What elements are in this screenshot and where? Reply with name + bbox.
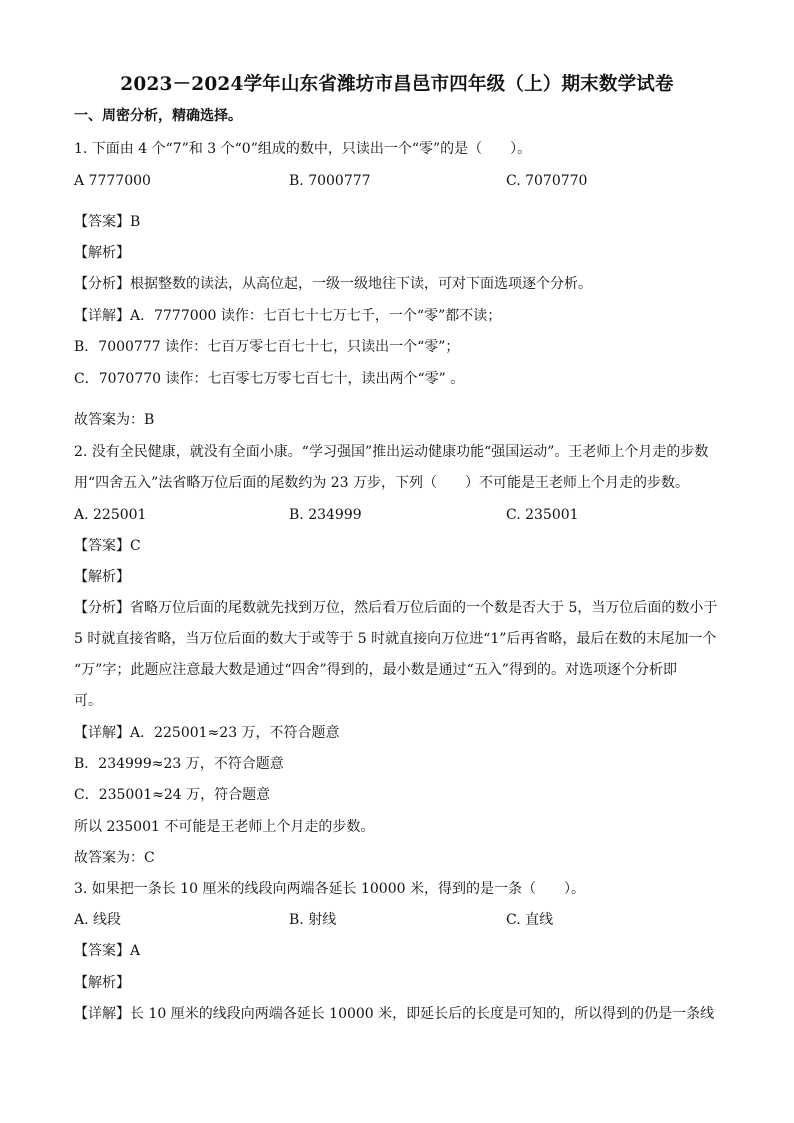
question-3-answer: 【答案】A xyxy=(74,943,141,959)
question-2-option-c: C. 235001 xyxy=(506,507,579,523)
question-1-option-c: C. 7070770 xyxy=(506,173,588,189)
question-1-analysis-label: 【解析】 xyxy=(74,245,130,261)
question-2-stem-line-1: 2. 没有全民健康，就没有全面小康。“学习强国”推出运动健康功能“强国运动”。王老师上个月走的步数 xyxy=(74,444,709,460)
question-2-detail-c: C．235001≈24 万，符合题意 xyxy=(74,787,271,803)
question-3-stem: 3. 如果把一条长 10 厘米的线段向两端各延长 10000 米，得到的是一条（ ）。 xyxy=(74,881,585,897)
question-2-option-a: A. 225001 xyxy=(74,507,147,523)
section-heading: 一、周密分析，精确选择。 xyxy=(74,108,242,124)
question-1-option-b: B. 7000777 xyxy=(289,173,371,189)
question-2-analysis-label: 【解析】 xyxy=(74,569,130,585)
question-3-detail: 【详解】长 10 厘米的线段向两端各延长 10000 米，即延长后的长度是可知的，所以得到的仍是一条线 xyxy=(74,1006,715,1022)
question-2-detail-b: B．234999≈23 万，不符合题意 xyxy=(74,756,284,772)
question-3-option-a: A. 线段 xyxy=(74,912,122,928)
question-1-option-a: A 7777000 xyxy=(74,173,151,189)
question-1-answer: 【答案】B xyxy=(74,214,141,230)
question-1-detail-a: 【详解】A．7777000 读作：七百七十七万七千，一个“零”都不读； xyxy=(74,308,502,324)
question-2-answer: 【答案】C xyxy=(74,538,141,554)
question-2-analysis-line-3: “万”字；此题应注意最大数是通过“四舍”得到的，最小数是通过“五入”得到的。对选项逐个分析即 xyxy=(74,662,677,678)
question-1-stem: 1. 下面由 4 个“7”和 3 个“0”组成的数中，只读出一个“零”的是（ ）。 xyxy=(74,141,532,157)
question-2-analysis-line-4: 可。 xyxy=(74,693,102,709)
question-1-detail-c: C．7070770 读作：七百零七万零七百七十，读出两个“零” 。 xyxy=(74,371,465,387)
question-1-analysis: 【分析】根据整数的读法，从高位起，一级一级地往下读，可对下面选项逐个分析。 xyxy=(74,276,592,292)
question-2-detail-a: 【详解】A．225001≈23 万，不符合题意 xyxy=(74,725,340,741)
page-title: 2023－2024学年山东省潍坊市昌邑市四年级（上）期末数学试卷 xyxy=(120,74,674,95)
question-3-option-c: C. 直线 xyxy=(506,912,554,928)
question-3-analysis-label: 【解析】 xyxy=(74,975,130,991)
question-1-conclusion: 故答案为：B xyxy=(74,412,155,428)
question-2-option-b: B. 234999 xyxy=(289,507,362,523)
question-2-analysis-line-2: 5 时就直接省略，当万位后面的数大于或等于 5 时就直接向万位进“1”后再省略，最后在数的末尾加一个 xyxy=(74,631,717,647)
question-1-detail-b: B．7000777 读作：七百万零七百七十七，只读出一个“零”； xyxy=(74,339,460,355)
question-3-option-b: B. 射线 xyxy=(289,912,337,928)
question-2-analysis-line-1: 【分析】省略万位后面的尾数就先找到万位，然后看万位后面的一个数是否大于 5，当万位后面的数小于 xyxy=(74,600,718,616)
question-2-detail-summary: 所以 235001 不可能是王老师上个月走的步数。 xyxy=(74,819,375,835)
question-2-conclusion: 故答案为：C xyxy=(74,850,155,866)
question-2-stem-line-2: 用“四舍五入”法省略万位后面的尾数约为 23 万步，下列（ ）不可能是王老师上个月走的步数。 xyxy=(74,475,690,491)
